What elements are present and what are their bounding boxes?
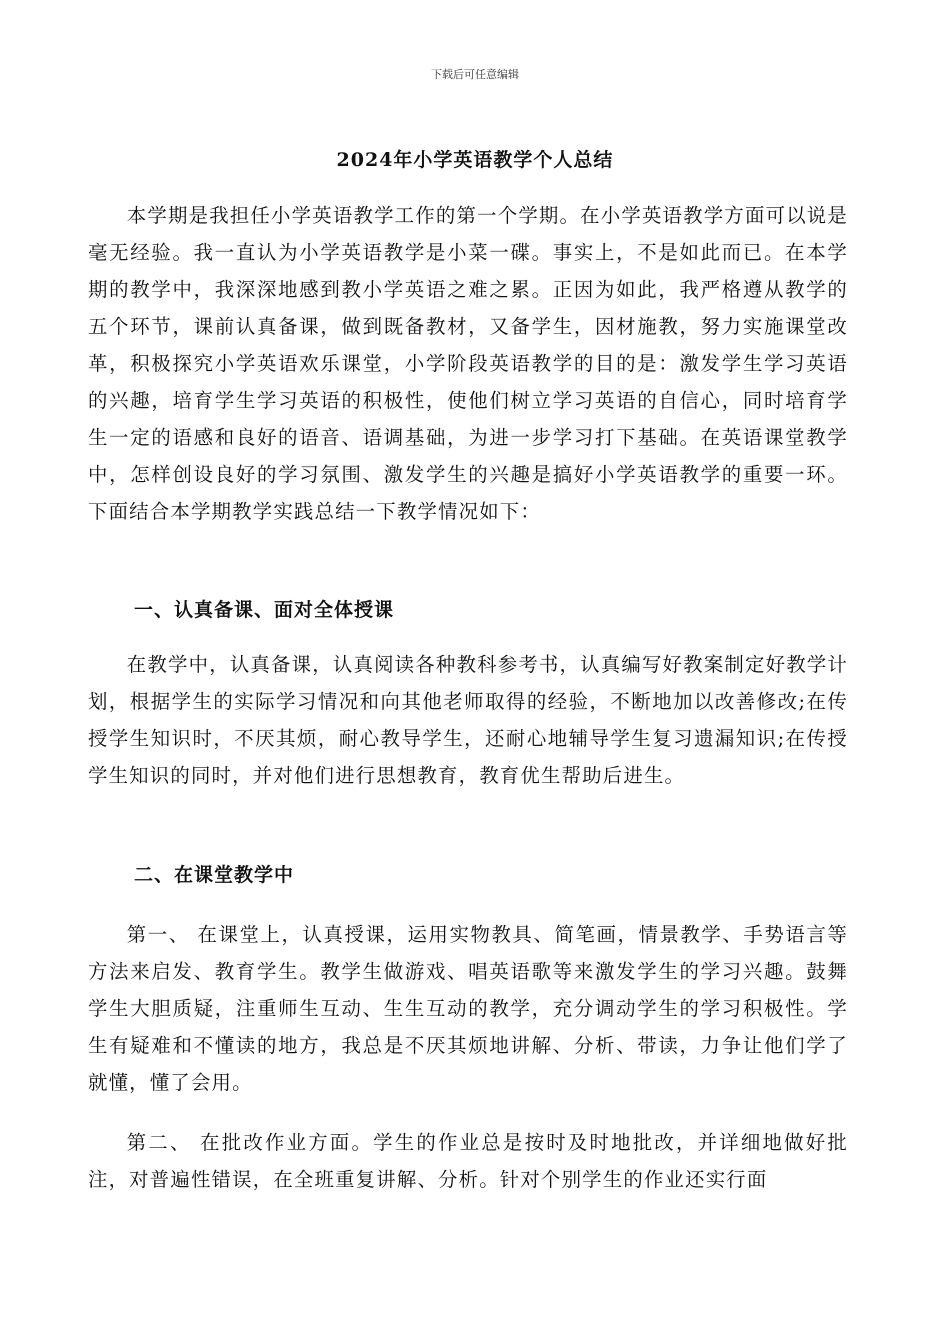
intro-paragraph: 本学期是我担任小学英语教学工作的第一个学期。在小学英语教学方面可以说是毫无经验。我一直认为小学英语教学是小菜一碟。事实上，不是如此而已。在本学期的教学中，我深深地感到教小学英语之难之累。正因为如此，我严格遵从教学的五个环节，课前认真备课，做到既备教材，又备学生，因材施教，努力实施课堂改革，积极探究小学英语欢乐课堂，小学阶段英语教学的目的是：激发学生学习英语的兴趣，培育学生学习英语的积极性，使他们树立学习英语的自信心，同时培育学生一定的语感和良好的语音、语调基础，为进一步学习打下基础。在英语课堂教学中，怎样创设良好的学习氛围、激发学生的兴趣是搞好小学英语教学的重要一环。下面结合本学期教学实践总结一下教学情况如下： [88, 204, 848, 523]
section2-item-2: 第二、 在批改作业方面。学生的作业总是按时及时地批改，并详细地做好批注，对普遍性错误，在全班重复讲解、分析。针对个别学生的作业还实行面 [88, 1131, 848, 1191]
section-heading-2: 二、在课堂教学中 [134, 864, 295, 886]
section-heading-1: 一、认真备课、面对全体授课 [134, 599, 395, 621]
section1-paragraph: 在教学中，认真备课，认真阅读各种教科参考书，认真编写好教案制定好教学计划，根据学生的实际学习情况和向其他老师取得的经验，不断地加以改善修改;在传授学生知识时，不厌其烦，耐心教导学生，还耐心地辅导学生复习遗漏知识;在传授学生知识的同时，并对他们进行思想教育，教育优生帮助后进生。 [88, 653, 848, 787]
document-title: 2024年小学英语教学个人总结 [336, 149, 614, 171]
header-note: 下载后可任意编辑 [431, 68, 519, 81]
section2-item-1: 第一、 在课堂上，认真授课，运用实物教具、简笔画，情景教学、手势语言等方法来启发、教育学生。教学生做游戏、唱英语歌等来激发学生的学习兴趣。鼓舞学生大胆质疑，注重师生互动、生生互动的教学，充分调动学生的学习积极性。学生有疑难和不懂读的地方，我总是不厌其烦地讲解、分析、带读，力争让他们学了就懂，懂了会用。 [88, 923, 848, 1094]
